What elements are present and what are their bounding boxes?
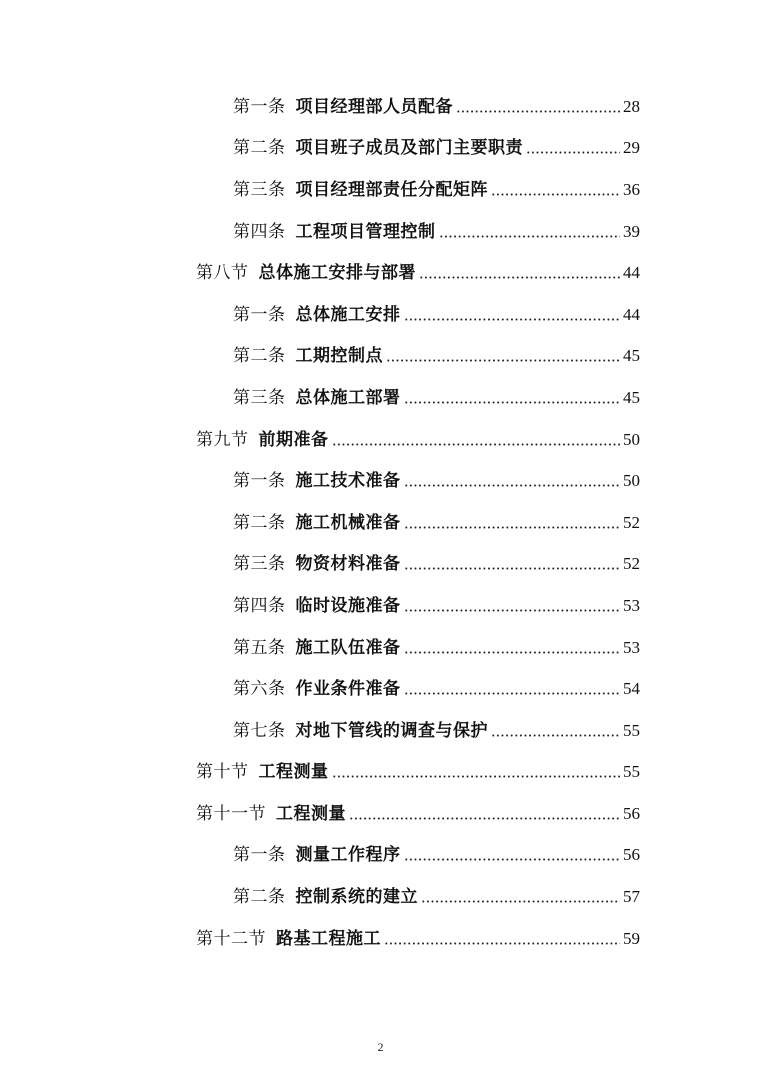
toc-entry-number: 第一条 [233, 304, 286, 325]
toc-entry-number: 第二条 [233, 512, 286, 533]
toc-entry-title: 作业条件准备 [295, 679, 401, 700]
toc-entry-title: 测量工作程序 [295, 845, 401, 866]
toc-entry-page: 36 [623, 179, 640, 199]
toc-entry-page: 54 [623, 679, 640, 699]
dot-leader [421, 900, 620, 903]
dot-leader [404, 692, 621, 695]
toc-entry-title: 项目班子成员及部门主要职责 [295, 138, 523, 159]
toc-entry-number: 第六条 [233, 679, 286, 700]
toc-entry[interactable] [0, 86, 761, 128]
toc-entry-title: 总体施工安排 [295, 304, 401, 325]
toc-entry[interactable] [0, 336, 761, 378]
toc-entry-number: 第一条 [233, 471, 286, 492]
toc-entry[interactable] [0, 627, 761, 669]
toc-section-number: 第八节 [196, 263, 249, 284]
dot-leader [404, 484, 621, 487]
dot-leader [404, 526, 621, 529]
toc-entry-title: 控制系统的建立 [295, 887, 418, 908]
toc-entry-number: 第一条 [233, 845, 286, 866]
toc-section-page: 59 [623, 928, 640, 948]
toc-entry-number: 第二条 [233, 138, 286, 159]
toc-entry-page: 52 [623, 512, 640, 532]
toc-entry[interactable] [0, 668, 761, 710]
dot-leader [404, 318, 621, 321]
toc-entry[interactable] [0, 502, 761, 544]
dot-leader [456, 110, 620, 113]
toc-entry-number: 第三条 [233, 554, 286, 575]
dot-leader [332, 775, 621, 778]
dot-leader [419, 276, 620, 279]
toc-entry-title: 工程项目管理控制 [295, 221, 436, 242]
toc-entry-number: 第三条 [233, 387, 286, 408]
toc-entry-number: 第四条 [233, 595, 286, 616]
toc-section-number: 第十一节 [196, 803, 266, 824]
toc-entry[interactable] [0, 460, 761, 502]
toc-entry-page: 29 [623, 138, 640, 158]
toc-section-page: 55 [623, 762, 640, 782]
dot-leader [386, 359, 620, 362]
toc-entry-title: 总体施工部署 [295, 387, 401, 408]
dot-leader [404, 567, 621, 570]
dot-leader [404, 401, 621, 404]
toc-entry[interactable] [0, 544, 761, 586]
toc-entry-number: 第二条 [233, 887, 286, 908]
toc-entry[interactable] [0, 169, 761, 211]
toc-entry-page: 57 [623, 887, 640, 907]
toc-section-title: 前期准备 [258, 429, 329, 450]
toc-entry-title: 施工队伍准备 [295, 637, 401, 658]
toc-section-title: 工程测量 [276, 803, 346, 824]
toc-entry-page: 44 [623, 304, 640, 324]
toc-entry[interactable] [0, 835, 761, 877]
dot-leader [349, 817, 620, 820]
toc-entry-page: 50 [623, 471, 640, 491]
toc-entry[interactable] [0, 585, 761, 627]
toc-section-page: 56 [623, 803, 640, 823]
toc-entry-number: 第四条 [233, 221, 286, 242]
toc-entry-title: 项目经理部责任分配矩阵 [295, 179, 488, 200]
toc-entry-page: 39 [623, 221, 640, 241]
toc-section-page: 50 [623, 429, 640, 449]
toc-entry-page: 53 [623, 595, 640, 615]
toc-entry[interactable] [0, 211, 761, 253]
toc-entry-title: 对地下管线的调查与保护 [295, 720, 488, 741]
toc-entry-page: 28 [623, 96, 640, 116]
toc-entry-title: 项目经理部人员配备 [295, 96, 453, 117]
toc-entry[interactable] [0, 128, 761, 170]
dot-leader [332, 443, 621, 446]
table-of-contents [0, 86, 761, 959]
dot-leader [404, 651, 621, 654]
toc-entry[interactable] [0, 710, 761, 752]
toc-entry-title: 施工机械准备 [295, 512, 401, 533]
toc-section[interactable] [0, 793, 761, 835]
toc-entry[interactable] [0, 876, 761, 918]
toc-entry-page: 52 [623, 554, 640, 574]
toc-entry-title: 施工技术准备 [295, 471, 401, 492]
dot-leader [439, 235, 621, 238]
toc-entry[interactable] [0, 294, 761, 336]
dot-leader [404, 858, 621, 861]
toc-section[interactable] [0, 752, 761, 794]
dot-leader [491, 193, 620, 196]
toc-entry-number: 第一条 [233, 96, 286, 117]
dot-leader [384, 942, 620, 945]
toc-entry[interactable] [0, 377, 761, 419]
toc-section[interactable] [0, 918, 761, 960]
toc-entry-page: 56 [623, 845, 640, 865]
toc-entry-number: 第二条 [233, 346, 286, 367]
toc-section-page: 44 [623, 263, 640, 283]
toc-section-title: 路基工程施工 [276, 928, 381, 949]
toc-section[interactable] [0, 252, 761, 294]
toc-entry-title: 工期控制点 [295, 346, 383, 367]
toc-section-title: 总体施工安排与部署 [258, 263, 416, 284]
toc-section-number: 第十节 [196, 762, 249, 783]
toc-section-number: 第十二节 [196, 928, 266, 949]
dot-leader [526, 151, 620, 154]
toc-section-number: 第九节 [196, 429, 249, 450]
toc-entry-page: 53 [623, 637, 640, 657]
dot-leader [491, 734, 620, 737]
toc-entry-number: 第五条 [233, 637, 286, 658]
dot-leader [404, 609, 621, 612]
toc-entry-title: 物资材料准备 [295, 554, 401, 575]
toc-entry-number: 第七条 [233, 720, 286, 741]
toc-entry-page: 45 [623, 387, 640, 407]
toc-entry-page: 55 [623, 720, 640, 740]
toc-section[interactable] [0, 419, 761, 461]
page-number: 2 [377, 1040, 384, 1054]
toc-section-title: 工程测量 [258, 762, 329, 783]
toc-entry-page: 45 [623, 346, 640, 366]
toc-entry-title: 临时设施准备 [295, 595, 401, 616]
toc-entry-number: 第三条 [233, 179, 286, 200]
